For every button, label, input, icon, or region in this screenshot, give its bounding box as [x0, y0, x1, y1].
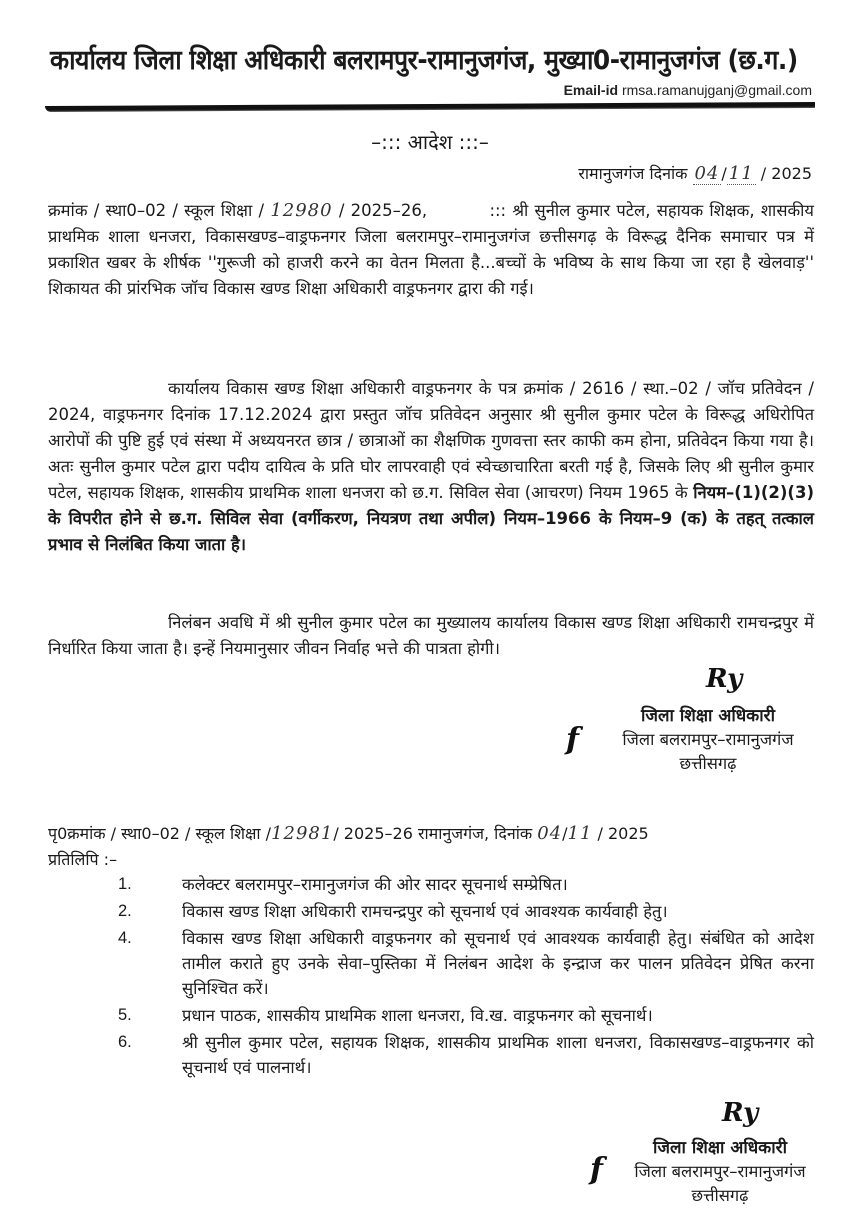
paragraph3-body: निलंबन अवधि में श्री सुनील कुमार पटेल का मुख्यालय कार्यालय विकास खण्ड शिक्षा अधिकारी रामचन्द्रपुर में निर्धारित किया जाता है। इन्हें नियमानुसार जीवन निर्वाह भत्ते की पात्रता होगी। — [48, 613, 814, 658]
date-day-handwritten: 04 — [694, 163, 720, 184]
signatory-title-2: जिला शिक्षा अधिकारी — [653, 1138, 787, 1158]
signature-flourish-2: f — [590, 1152, 603, 1187]
signatory-title: जिला शिक्षा अधिकारी — [641, 706, 775, 726]
office-title: कार्यालय जिला शिक्षा अधिकारी बलरामपुर-रामानुजगंज, मुख्या0-रामानुजगंज (छ.ग.) — [50, 45, 798, 76]
date-month-handwritten: 11 — [728, 163, 754, 184]
endorse-date-year: / 2025 — [597, 824, 649, 843]
place-date-prefix: रामानुजगंज दिनांक — [578, 164, 688, 183]
paragraph2-bold: नियम–(1)(2)(3) के विपरीत होने से छ.ग. सिविल सेवा (वर्गीकरण, नियत्रण तथा अपील) नियम–1966 के नियम–9 (क) के तहत् तत्काल प्रभाव से निलंबित किया जाता है। — [48, 483, 814, 554]
copy-label: प्रतिलिपि :– — [48, 850, 118, 869]
order-ref-number-handwritten: 12980 — [270, 200, 333, 221]
order-ref-prefix: क्रमांक / स्था0–02 / स्कूल शिक्षा / — [48, 201, 265, 220]
endorse-date-day-handwritten: 04 — [537, 823, 563, 844]
endorse-ref-prefix: पृ0क्रमांक / स्था0–02 / स्कूल शिक्षा / — [48, 824, 272, 843]
paragraph1-body: सहायक शिक्षक, शासकीय प्राथमिक शाला धनजरा, विकासखण्ड–वाड्रफनगर जिला बलरामपुर–रामानुजगंज छत्तीसगढ़ के विरूद्ध दैनिक समाचार पत्र में प्रकाशित खबर के शीर्षक ''गुरूजी को हाजरी करने का वेतन मिलता है...बच्चों के भविष्य के साथ किया जा रहा है खेलवाड़'' शिकायत की प्रांरभिक जॉच विकास खण्ड शिक्षा अधिकारी वाड्रफनगर द्वारा की गई। — [48, 201, 814, 298]
order-ref-suffix: / 2025–26, — [338, 201, 428, 220]
date-year: / 2025 — [760, 164, 812, 183]
endorse-ref-number-handwritten: 12981 — [271, 823, 334, 844]
signature-block-1 — [580, 704, 836, 776]
copy-item: 4. विकास खण्ड शिक्षा अधिकारी वाड्रफनगर को सूचनार्थ एवं आवश्यक कार्यवाही हेतु। संबंधित को आदेश तामील कराते हुए उनके सेवा–पुस्तिका में निलंबन आदेश के इन्द्राज कर पालन प्रतिवेदन प्रेषित करना सुनिश्चित करें। — [118, 929, 814, 998]
signature-mark-2: Ry — [722, 1098, 759, 1128]
order-paragraph-1 — [48, 198, 814, 302]
order-paragraph-3 — [48, 610, 814, 662]
order-heading: –::: आदेश :::– — [371, 130, 489, 154]
copy-list — [118, 872, 814, 1082]
header-divider — [45, 102, 815, 112]
copy-item: 1. कलेक्टर बलरामपुर–रामानुजगंज की ओर सादर सूचनार्थ सम्प्रेषित। — [118, 875, 568, 894]
signatory-district-2: जिला बलरामपुर–रामानुजगंज — [634, 1162, 806, 1181]
email-address: rmsa.ramanujganj@gmail.com — [621, 82, 812, 98]
signatory-state: छत्तीसगढ़ — [679, 754, 737, 773]
copy-item: 6. श्री सुनील कुमार पटेल, सहायक शिक्षक, शासकीय प्राथमिक शाला धनजरा, विकासखण्ड–वाड्रफनगर को सूचनार्थ एवं पालनार्थ। — [118, 1033, 814, 1077]
email-line — [564, 82, 812, 98]
signatory-district: जिला बलरामपुर–रामानुजगंज — [622, 730, 794, 749]
endorsement-reference: पृ0क्रमांक / स्था0–02 / स्कूल शिक्षा /12981/ 2025–26 रामानुजगंज, दिनांक 04/11 / 2025 — [48, 823, 649, 844]
endorse-date-month-handwritten: 11 — [567, 823, 593, 844]
endorse-ref-suffix: / 2025–26 रामानुजगंज, दिनांक — [333, 824, 533, 843]
signatory-state-2: छत्तीसगढ़ — [691, 1186, 749, 1205]
order-place-date: रामानुजगंज दिनांक 04 / 11 / 2025 — [578, 163, 812, 184]
paragraph2-body: कार्यालय विकास खण्ड शिक्षा अधिकारी वाड्रफनगर के पत्र क्रमांक / 2616 / स्था.–02 / जॉच प्रतिवेदन / 2024, वाड्रफनगर दिनांक 17.12.2024 द्वारा प्रस्तुत जॉच प्रतिवेदन अनुसार श्री सुनील कुमार पटेल के विरूद्ध अधिरोपित आरोपों की पुष्टि हुई एवं संस्था में अध्ययनरत छात्र / छात्राओं का शैक्षणिक गुणवत्ता स्तर काफी कम होना, प्रतिवेदन किया गया है। अतः सुनील कुमार पटेल द्वारा पदीय दायित्व के प्रति घोर लापरवाही एवं स्वेच्छाचारिता बरती गई है, जिसके लिए श्री सुनील कुमार पटेल, सहायक शिक्षक, शासकीय प्राथमिक शाला धनजरा को छ.ग. सिविल सेवा (आचरण) नियम 1965 के — [48, 379, 814, 502]
signature-block-2 — [600, 1136, 840, 1208]
signature-flourish: f — [566, 722, 579, 757]
email-label: Email-id — [563, 82, 619, 98]
copy-item: 5. प्रधान पाठक, शासकीय प्राथमिक शाला धनजरा, वि.ख. वाड्रफनगर को सूचनार्थ। — [118, 1006, 653, 1025]
signature-mark: Ry — [706, 664, 743, 694]
copy-item: 2. विकास खण्ड शिक्षा अधिकारी रामचन्द्रपुर को सूचनार्थ एवं आवश्यक कार्यवाही हेतु। — [118, 902, 668, 921]
paragraph1-lead: ::: श्री सुनील कुमार पटेल, — [489, 201, 651, 220]
order-paragraph-2 — [48, 376, 814, 558]
